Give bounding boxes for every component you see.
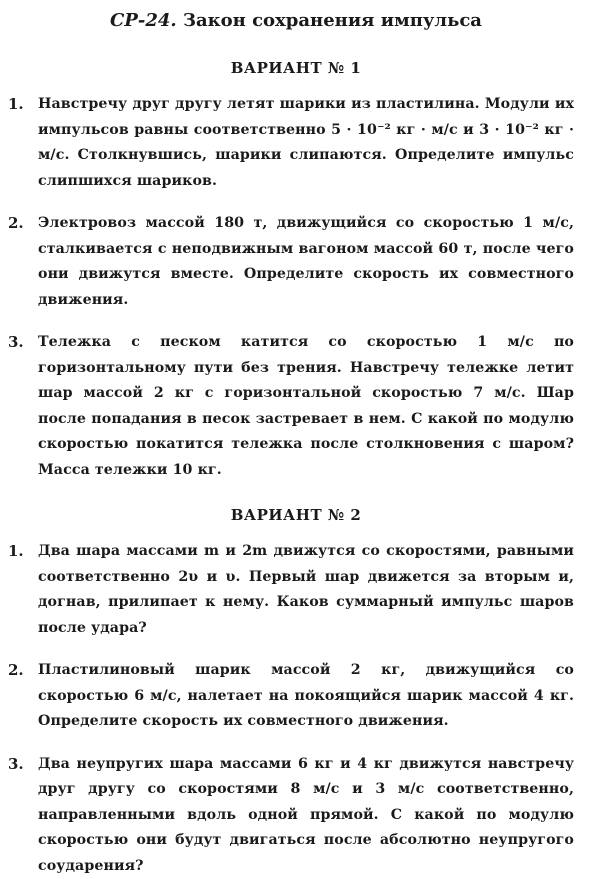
page-title (8, 10, 574, 32)
variant-1-task-1 (8, 92, 574, 194)
task-text: Навстречу друг другу летят шарики из пластилина. Модули их импульсов равны соответственно 5 · 10⁻² кг · м/с и 3 · 10⁻² кг · м/с. Столкнувшись, шарики слипаются. Определите импульс слипшихся шариков. (38, 92, 574, 194)
variant-2-task-1 (8, 539, 574, 641)
task-text: Два шара массами m и 2m движутся со скоростями, равными соответственно 2υ и υ. Первый шар движется за вторым и, догнав, прилипает к нему. Каков суммарный импульс шаров после удара? (38, 539, 574, 641)
task-number: 3. (8, 752, 38, 778)
variant-2-task-2 (8, 658, 574, 735)
worksheet-title: Закон сохранения импульса (183, 10, 482, 31)
task-number: 2. (8, 211, 38, 237)
task-text: Электровоз массой 180 т, движущийся со скоростью 1 м/с, сталкивается с неподвижным вагоном массой 60 т, после чего они движутся вместе. Определите скорость их совместного движения. (38, 211, 574, 313)
variant-2-task-3 (8, 752, 574, 879)
variant-1-task-2 (8, 211, 574, 313)
task-number: 3. (8, 330, 38, 356)
task-text: Тележка с песком катится со скоростью 1 м/с по горизонтальному пути без трения. Навстречу тележке летит шар массой 2 кг с горизонтальной скоростью 7 м/с. Шар после попадания в песок застревает в нем. С какой по модулю скоростью покатится тележка после столкновения с шаром? Масса тележки 10 кг. (38, 330, 574, 483)
variant-1-task-3 (8, 330, 574, 483)
variant-1-heading: ВАРИАНТ № 1 (8, 58, 574, 78)
task-number: 1. (8, 539, 38, 565)
task-text: Пластилиновый шарик массой 2 кг, движущийся со скоростью 6 м/с, налетает на покоящийся шарик массой 4 кг. Определите скорость их совместного движения. (38, 658, 574, 735)
task-number: 2. (8, 658, 38, 684)
task-number: 1. (8, 92, 38, 118)
variant-2-heading: ВАРИАНТ № 2 (8, 505, 574, 525)
worksheet-code: СР-24. (110, 10, 177, 31)
task-text: Два неупругих шара массами 6 кг и 4 кг движутся навстречу друг другу со скоростями 8 м/с и 3 м/с соответственно, направленными вдоль одной прямой. С какой по модулю скоростью они будут двигаться после абсолютно неупругого соударения? (38, 752, 574, 879)
